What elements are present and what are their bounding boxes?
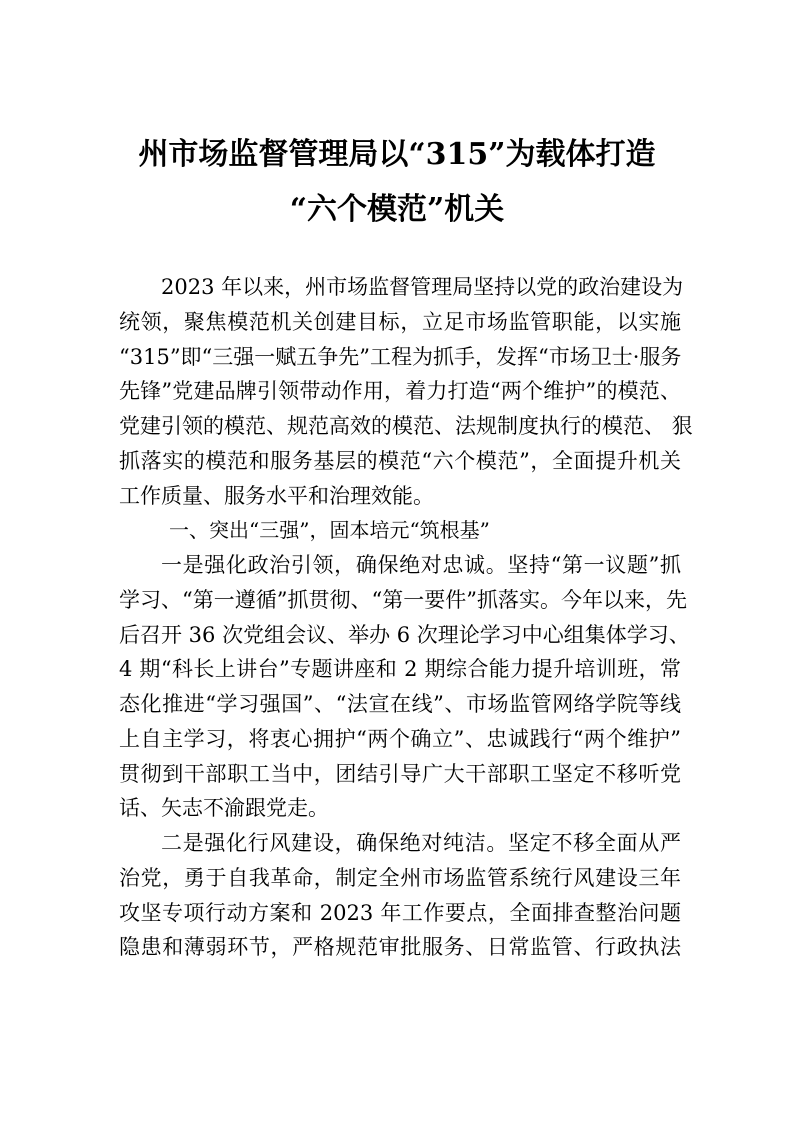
- text-line: 贯彻到干部职工当中，团结引导广大干部职工坚定不移听党: [119, 761, 681, 786]
- text-line: 抓落实的模范和服务基层的模范“六个模范”，全面提升机关: [119, 448, 681, 473]
- text-line: 态化推进“学习强国”、“法宣在线”、市场监管网络学院等线: [119, 692, 681, 716]
- section-heading-1: 一、突出“三强”，固本培元“筑根基”: [169, 518, 490, 543]
- text-line: 隐患和薄弱环节，严格规范审批服务、日常监管、行政执法: [119, 935, 681, 960]
- text-line: “315”即“三强一赋五争先”工程为抓手，发挥“市场卫士·服务: [119, 344, 682, 369]
- paragraph-political-guidance: [119, 548, 690, 826]
- text-line: 二是强化行风建设，确保绝对纯洁。坚定不移全面从严: [161, 831, 681, 855]
- paragraph-intro: [119, 270, 693, 513]
- document-title-line-2: “六个模范”机关: [289, 192, 505, 227]
- text-line: 上自主学习，将衷心拥护“两个确立”、忠诚践行“两个维护”: [119, 726, 681, 751]
- document-title-line-1: 州市场监督管理局以“315”为载体打造: [138, 137, 656, 172]
- text-line: 2023 年以来，州市场监督管理局坚持以党的政治建设为: [161, 275, 684, 299]
- text-line: 4 期“科长上讲台”专题讲座和 2 期综合能力提升培训班，常: [119, 657, 681, 682]
- text-line: 工作质量、服务水平和治理效能。: [119, 483, 434, 508]
- text-line: 学习、“第一遵循”抓贯彻、“第一要件”抓落实。今年以来，先: [119, 587, 687, 612]
- text-line: 统领，聚焦模范机关创建目标，立足市场监管职能，以实施: [119, 309, 681, 334]
- text-line: 一是强化政治引领，确保绝对忠诚。坚持“第一议题”抓: [161, 553, 681, 577]
- text-line: 治党，勇于自我革命，制定全州市场监管系统行风建设三年: [119, 865, 681, 890]
- text-line: 党建引领的模范、规范高效的模范、法规制度执行的模范、 狠: [119, 414, 693, 438]
- paragraph-conduct-building: [119, 826, 681, 965]
- document-body: [119, 270, 693, 965]
- text-line: 先锋”党建品牌引领带动作用，着力打造“两个维护”的模范、: [119, 379, 681, 404]
- text-line: 后召开 36 次党组会议、举办 6 次理论学习中心组集体学习、: [119, 622, 690, 647]
- text-line: 话、矢志不渝跟党走。: [119, 796, 329, 821]
- text-line: 攻坚专项行动方案和 2023 年工作要点，全面排查整治问题: [119, 900, 681, 925]
